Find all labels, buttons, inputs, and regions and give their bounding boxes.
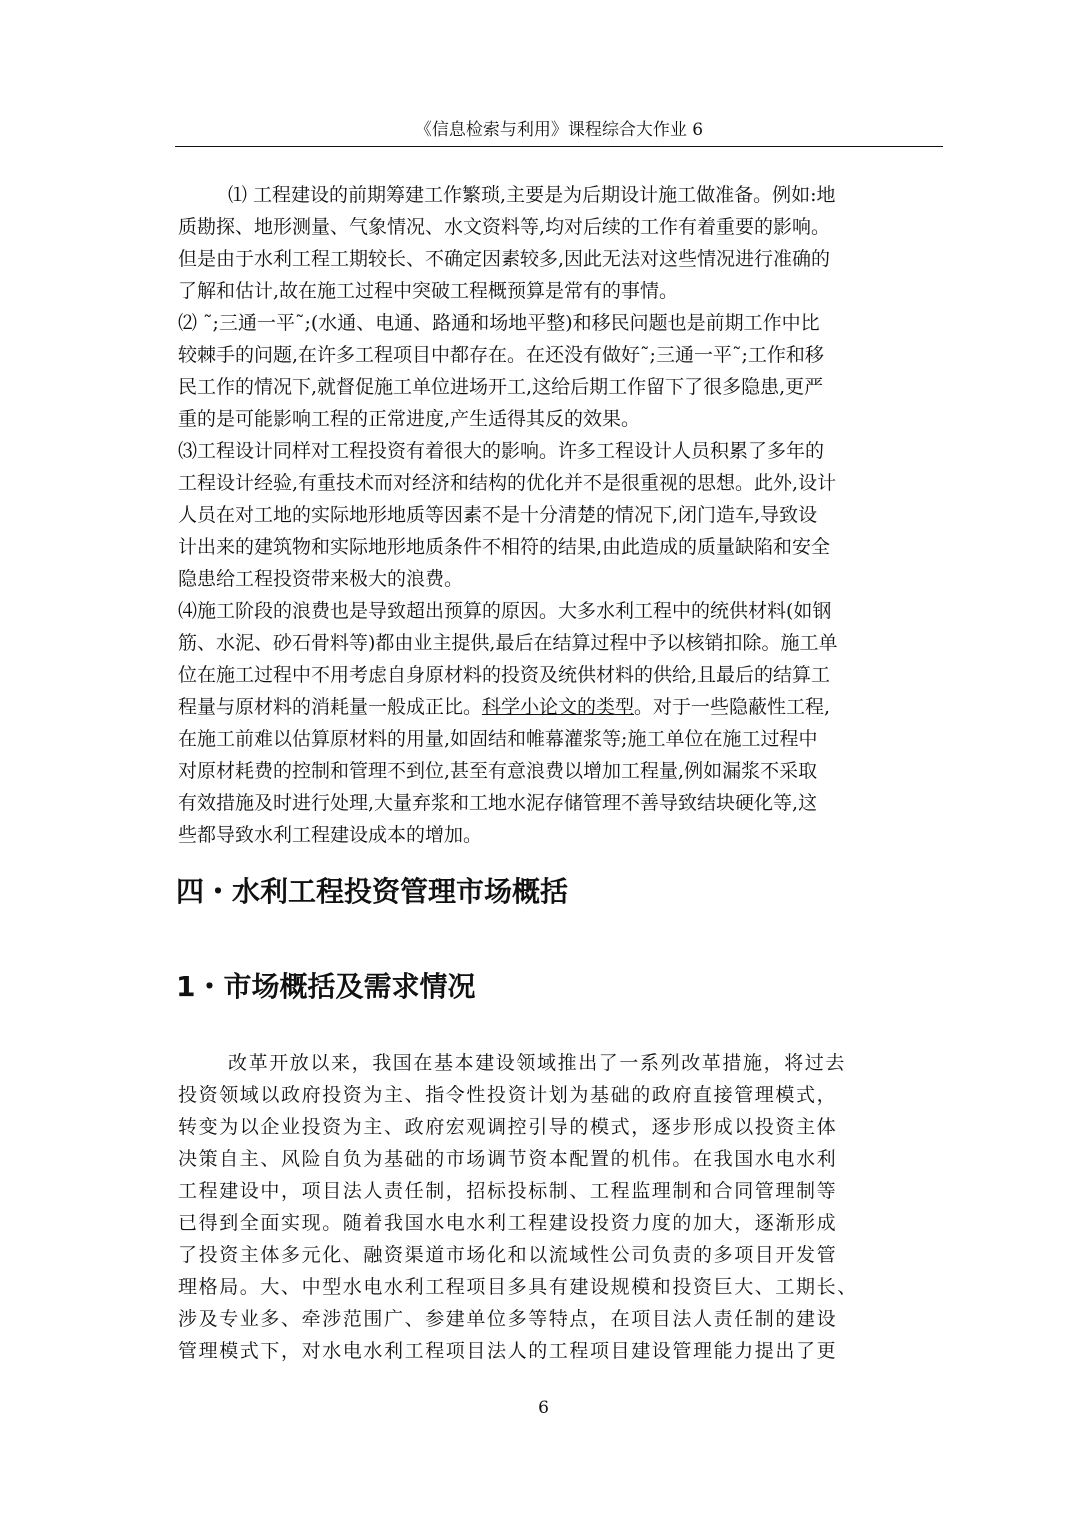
scientific-paper-types-link[interactable]: 科学小论文的类型 [482, 696, 635, 718]
text-line: ⑶工程设计同样对工程投资有着很大的影响。许多工程设计人员积累了多年的 [178, 440, 825, 462]
running-header: 《信息检索与利用》课程综合大作业 6 [414, 120, 704, 140]
text-line: 决策自主、风险自负为基础的市场调节资本配置的机伟。在我国水电水利 [178, 1148, 838, 1170]
text-line: 已得到全面实现。随着我国水电水利工程建设投资力度的加大，逐渐形成 [178, 1212, 838, 1234]
text-line: 筋、水泥、砂石骨料等)都由业主提供,最后在结算过程中予以核销扣除。施工单 [178, 632, 838, 654]
text-line: 但是由于水利工程工期较长、不确定因素较多,因此无法对这些情况进行准确的 [178, 248, 831, 270]
text-line: 些都导致水利工程建设成本的增加。 [178, 824, 483, 846]
text-line: 转变为以企业投资为主、政府宏观调控引导的模式，逐步形成以投资主体 [178, 1116, 838, 1138]
text-line: ⑴ 工程建设的前期筹建工作繁琐,主要是为后期设计施工做准备。例如:地 [228, 184, 836, 206]
text-line: 投资领域以政府投资为主、指令性投资计划为基础的政府直接管理模式， [178, 1084, 838, 1106]
text-line: 较棘手的问题,在许多工程项目中都存在。在还没有做好˜;三通一平˜;工作和移 [178, 344, 824, 366]
text-line: 有效措施及时进行处理,大量弃浆和工地水泥存储管理不善导致结块硬化等,这 [178, 792, 818, 814]
text-line: 位在施工过程中不用考虑自身原材料的投资及统供材料的供给,且最后的结算工 [178, 664, 831, 686]
text-line: 质勘探、地形测量、气象情况、水文资料等,均对后续的工作有着重要的影响。 [178, 216, 831, 238]
subsection-heading: 1・市场概括及需求情况 [176, 970, 476, 1003]
text-line: 了解和估计,故在施工过程中突破工程概预算是常有的事情。 [178, 280, 679, 302]
text-line: ⑵ ˜;三通一平˜;(水通、电通、路通和场地平整)和移民问题也是前期工作中比 [178, 312, 820, 334]
text-line: 理格局。大、中型水电水利工程项目多具有建设规模和投资巨大、工期长、 [178, 1276, 858, 1298]
text-line: 隐患给工程投资带来极大的浪费。 [178, 568, 464, 590]
text-line: 涉及专业多、牵涉范围广、参建单位多等特点，在项目法人责任制的建设 [178, 1308, 838, 1330]
text-line: 对原材耗费的控制和管理不到位,甚至有意浪费以增加工程量,例如漏浆不采取 [178, 760, 818, 782]
text-line: 在施工前难以估算原材料的用量,如固结和帷幕灌浆等;施工单位在施工过程中 [178, 728, 818, 750]
text-segment: 。对于一些隐蔽性工程, [634, 696, 831, 718]
text-line: 人员在对工地的实际地形地质等因素不是十分清楚的情况下,闭门造车,导致设 [178, 504, 818, 526]
text-line: 管理模式下，对水电水利工程项目法人的工程项目建设管理能力提出了更 [178, 1340, 838, 1362]
page-number: 6 [538, 1398, 549, 1418]
text-line: 计出来的建筑物和实际地形地质条件不相符的结果,由此造成的质量缺陷和安全 [178, 536, 831, 558]
text-segment: 程量与原材料的消耗量一般成正比。 [178, 696, 483, 718]
text-line: 工程建设中，项目法人责任制，招标投标制、工程监理制和合同管理制等 [178, 1180, 838, 1202]
text-line: 重的是可能影响工程的正常进度,产生适得其反的效果。 [178, 408, 641, 430]
text-line: 改革开放以来，我国在基本建设领域推出了一系列改革措施，将过去 [228, 1052, 847, 1074]
text-line: 了投资主体多元化、融资渠道市场化和以流域性公司负责的多项目开发管 [178, 1244, 838, 1266]
section-heading: 四・水利工程投资管理市场概括 [176, 875, 569, 908]
text-line: 民工作的情况下,就督促施工单位进场开工,这给后期工作留下了很多隐患,更严 [178, 376, 824, 398]
header-rule [175, 146, 943, 147]
text-line: 工程设计经验,有重技术而对经济和结构的优化并不是很重视的思想。此外,设计 [178, 472, 837, 494]
text-line-with-link [178, 693, 830, 721]
text-line: ⑷施工阶段的浪费也是导致超出预算的原因。大多水利工程中的统供材料(如钢 [178, 600, 832, 622]
